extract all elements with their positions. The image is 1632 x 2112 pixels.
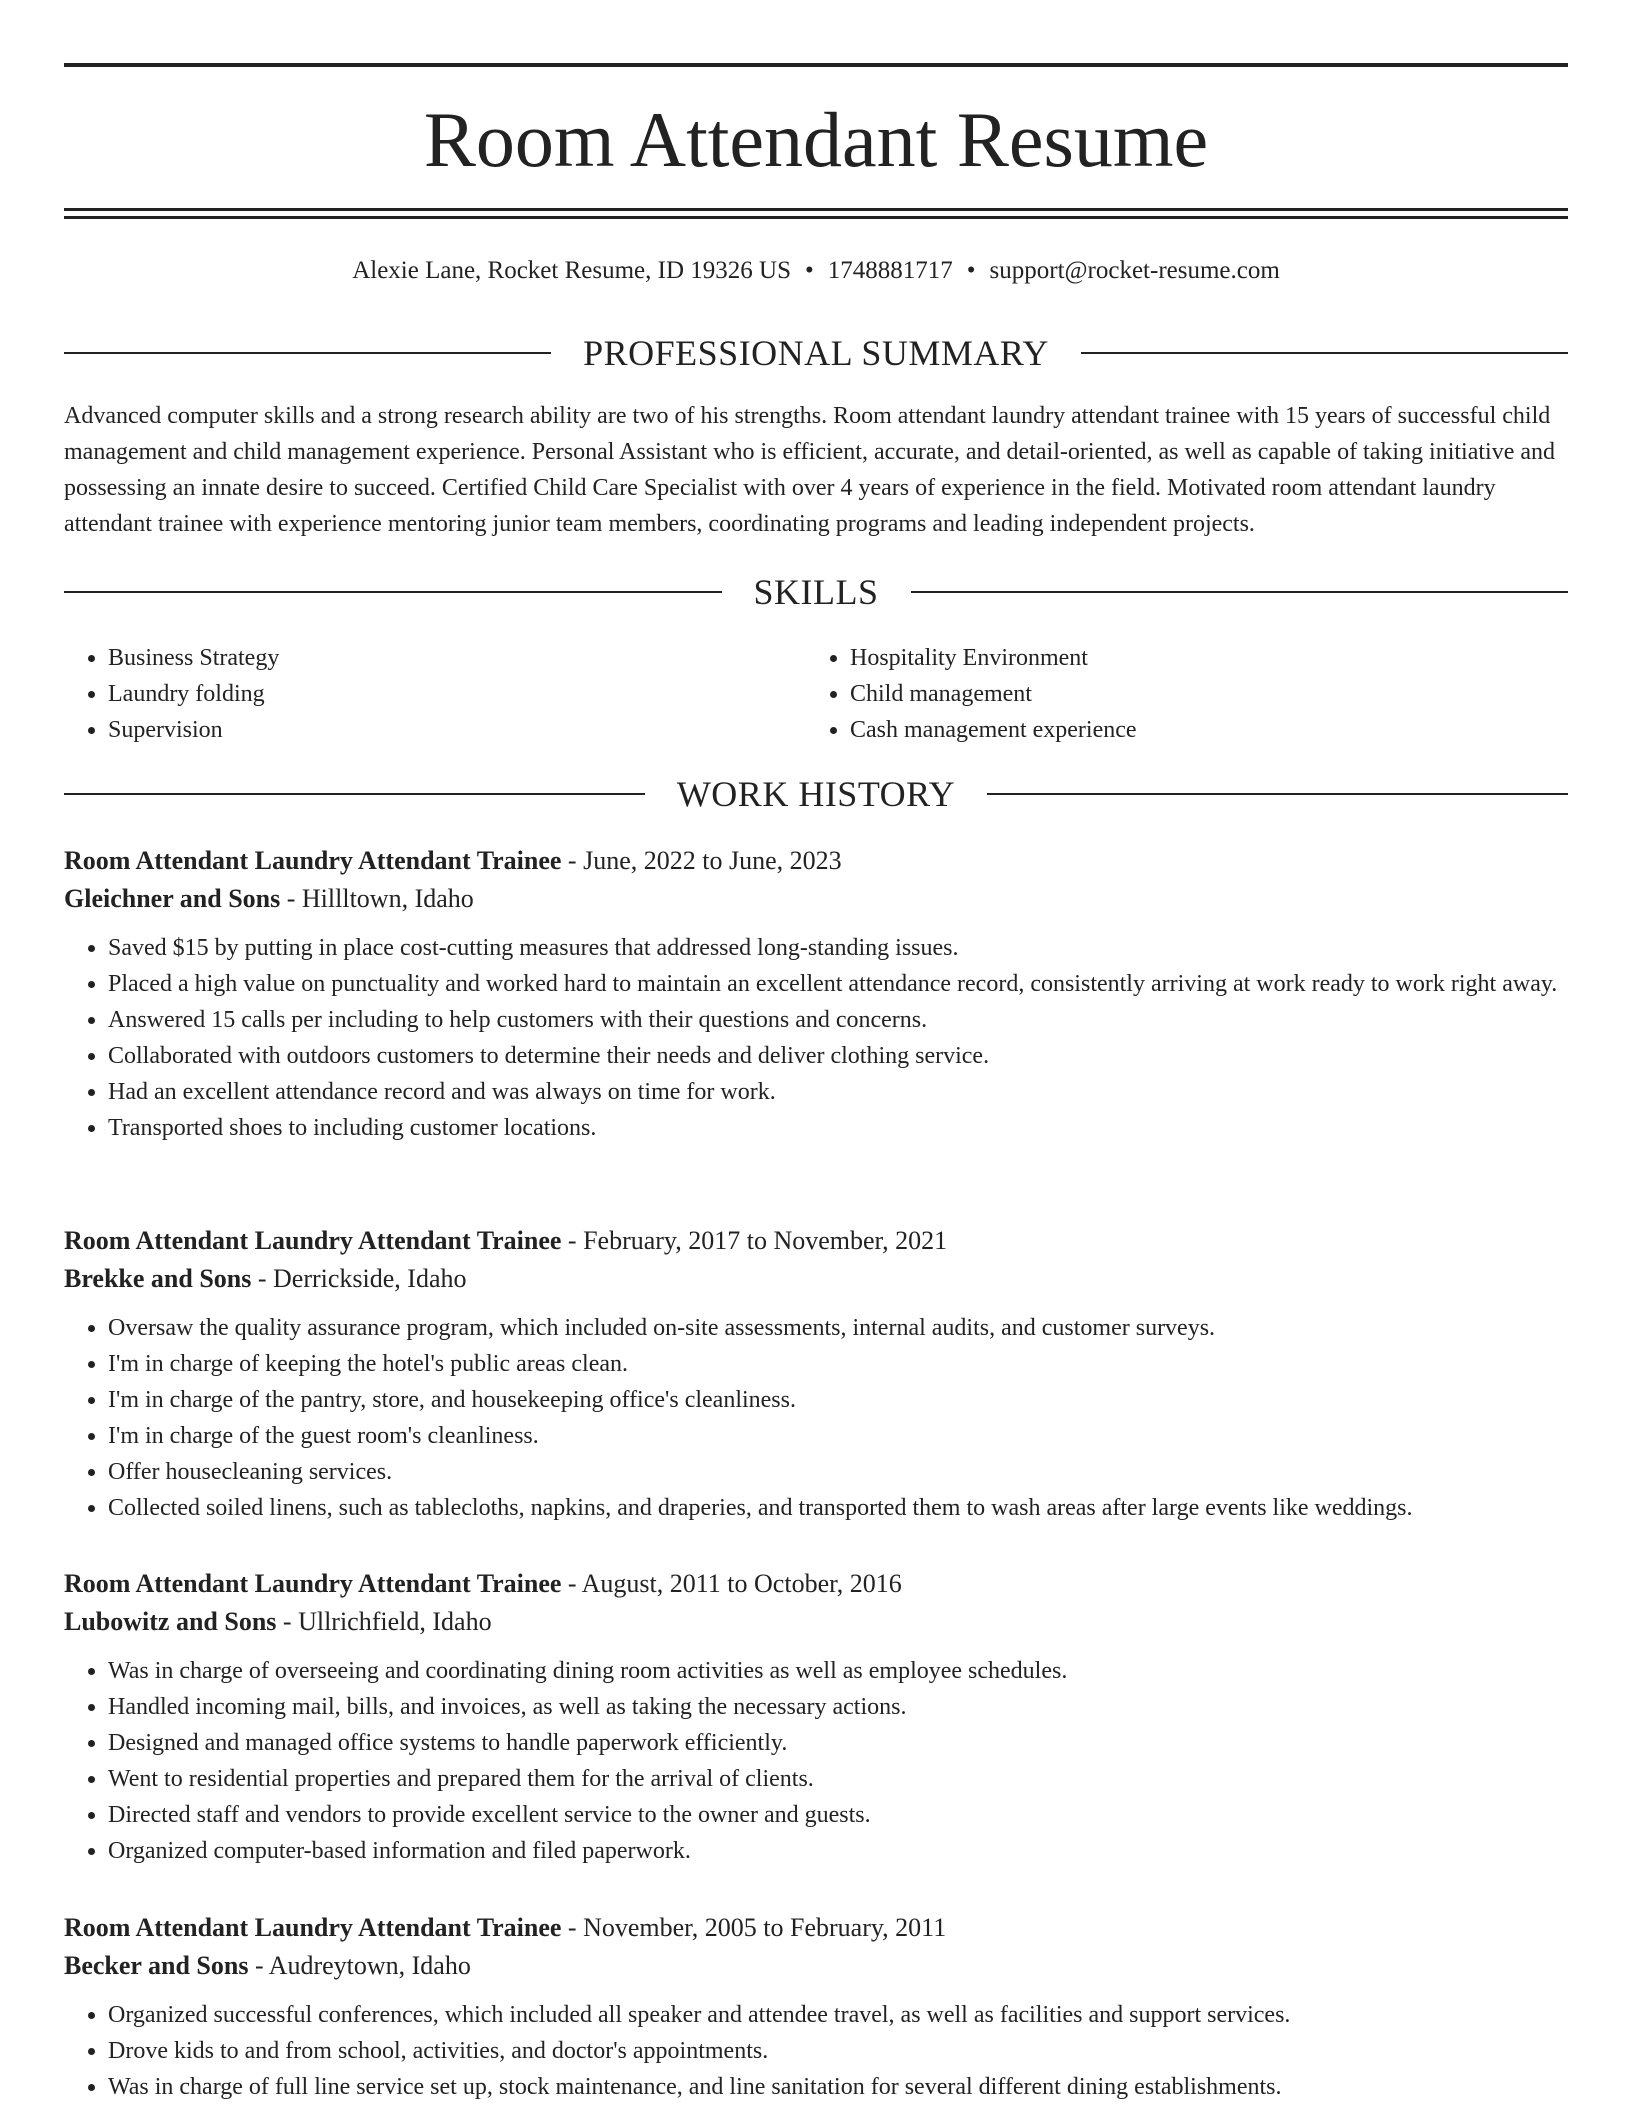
job-bullet: • I'm in charge of the pantry, store, and housekeeping office's cleanliness.: [108, 1382, 1568, 1418]
job-bullet: • Was in charge of overseeing and coordinating dining room activities as well as employee schedules.: [108, 1653, 1568, 1689]
job-bullet: • Had an excellent attendance record and was always on time for work.: [108, 1074, 1568, 1110]
skill-item: • Laundry folding: [108, 676, 806, 712]
job-location: - Audreytown, Idaho: [248, 1951, 471, 1980]
summary-heading: [64, 331, 1568, 375]
contact-separator: •: [966, 257, 976, 284]
job-bullets: [64, 930, 1568, 1146]
job-bullets: [64, 1310, 1568, 1526]
job-entry: [64, 1222, 1568, 1526]
job-bullets: [64, 1653, 1568, 1869]
job-title-line: [64, 1565, 1568, 1603]
summary-heading-label: PROFESSIONAL SUMMARY: [583, 333, 1049, 373]
job-company-line: [64, 880, 1568, 918]
job-bullet: • Offer housecleaning services.: [108, 1454, 1568, 1490]
job-bullet: • Directed staff and vendors to provide excellent service to the owner and guests.: [108, 1797, 1568, 1833]
job-bullet: • I'm in charge of the guest room's cleanliness.: [108, 1418, 1568, 1454]
job-title: Room Attendant Laundry Attendant Trainee: [64, 1569, 562, 1598]
skill-item: • Child management: [850, 676, 1548, 712]
skills-heading-label: SKILLS: [753, 572, 879, 612]
job-entry: [64, 1565, 1568, 1869]
summary-text: Advanced computer skills and a strong research ability are two of his strengths. Room attendant laundry attendant trainee with 15 years of successful child management and child management experience. Personal Assistant who is efficient, accurate, and detail-oriented, as well as capable of taking initiative and possessing an innate desire to succeed. Certified Child Care Specialist with over 4 years of experience in the field. Motivated room attendant laundry attendant trainee with experience mentoring junior team members, coordinating programs and leading independent projects.: [64, 403, 1556, 537]
job-bullet: • Saved $15 by putting in place cost-cutting measures that addressed long-standing issues.: [108, 930, 1568, 966]
title-rule-lower: [64, 216, 1568, 219]
heading-rule-right: [1081, 352, 1568, 354]
heading-rule-left: [64, 793, 645, 795]
contact-line: [64, 254, 1568, 288]
job-entry: [64, 842, 1568, 1146]
job-dates: - November, 2005 to February, 2011: [561, 1913, 947, 1942]
skill-item: • Cash management experience: [850, 712, 1548, 748]
top-rule: [64, 63, 1568, 67]
job-location: - Derrickside, Idaho: [251, 1264, 467, 1293]
job-company: Lubowitz and Sons: [64, 1607, 277, 1636]
skill-item: • Supervision: [108, 712, 806, 748]
job-bullet: • Went to residential properties and prepared them for the arrival of clients.: [108, 1761, 1568, 1797]
job-bullet: • Transported shoes to including customer locations.: [108, 1110, 1568, 1146]
job-bullet: • Placed a high value on punctuality and worked hard to maintain an excellent attendance record, consistently arriving at work ready to work right away.: [108, 966, 1568, 1002]
job-title-line: [64, 1222, 1568, 1260]
job-bullet: • Organized successful conferences, which included all speaker and attendee travel, as well as facilities and support services.: [108, 1997, 1568, 2033]
title-rule-upper: [64, 208, 1568, 211]
job-bullet: • Designed and managed office systems to handle paperwork efficiently.: [108, 1725, 1568, 1761]
job-dates: - June, 2022 to June, 2023: [561, 846, 842, 875]
job-bullet: • Organized computer-based information and filed paperwork.: [108, 1833, 1568, 1869]
contact-email: support@rocket-resume.com: [989, 257, 1280, 284]
job-bullet: • Handled incoming mail, bills, and invoices, as well as taking the necessary actions.: [108, 1689, 1568, 1725]
work-history-heading: [64, 772, 1568, 816]
skills-list: [64, 640, 1568, 748]
resume-title: Room Attendant Resume: [423, 96, 1209, 183]
skill-item: • Hospitality Environment: [850, 640, 1548, 676]
job-title-line: [64, 1909, 1568, 1947]
job-bullet: • Answered 15 calls per including to help customers with their questions and concerns.: [108, 1002, 1568, 1038]
job-bullet: • Drove kids to and from school, activities, and doctor's appointments.: [108, 2033, 1568, 2069]
job-company-line: [64, 1603, 1568, 1641]
job-company: Brekke and Sons: [64, 1264, 252, 1293]
heading-rule-right: [911, 591, 1569, 593]
job-location: - Hillltown, Idaho: [280, 884, 474, 913]
job-company-line: [64, 1260, 1568, 1298]
job-bullet: • Collected soiled linens, such as tablecloths, napkins, and draperies, and transported them to wash areas after large events like weddings.: [108, 1490, 1568, 1526]
skills-heading: [64, 570, 1568, 614]
job-title: Room Attendant Laundry Attendant Trainee: [64, 1913, 562, 1942]
heading-rule-left: [64, 591, 722, 593]
job-bullet: • Oversaw the quality assurance program, which included on-site assessments, internal audits, and customer surveys.: [108, 1310, 1568, 1346]
heading-rule-left: [64, 352, 551, 354]
job-bullet: • Collaborated with outdoors customers to determine their needs and deliver clothing service.: [108, 1038, 1568, 1074]
job-dates: - February, 2017 to November, 2021: [561, 1226, 948, 1255]
skill-item: • Business Strategy: [108, 640, 806, 676]
job-bullet: • I'm in charge of keeping the hotel's public areas clean.: [108, 1346, 1568, 1382]
contact-address: Alexie Lane, Rocket Resume, ID 19326 US: [352, 257, 791, 284]
job-title: Room Attendant Laundry Attendant Trainee: [64, 846, 562, 875]
job-dates: - August, 2011 to October, 2016: [561, 1569, 902, 1598]
job-company: Becker and Sons: [64, 1951, 249, 1980]
contact-phone: 1748881717: [827, 257, 953, 284]
job-bullets: [64, 1997, 1568, 2105]
work-history-heading-label: WORK HISTORY: [676, 774, 956, 814]
skills-column-left: [64, 640, 806, 748]
contact-separator: •: [804, 257, 814, 284]
job-bullet: • Was in charge of full line service set up, stock maintenance, and line sanitation for several different dining establishments.: [108, 2069, 1568, 2105]
job-location: - Ullrichfield, Idaho: [276, 1607, 492, 1636]
job-company-line: [64, 1947, 1568, 1985]
job-entry: [64, 1909, 1568, 2105]
job-company: Gleichner and Sons: [64, 884, 281, 913]
job-title-line: [64, 842, 1568, 880]
heading-rule-right: [987, 793, 1568, 795]
job-title: Room Attendant Laundry Attendant Trainee: [64, 1226, 562, 1255]
skills-column-right: [806, 640, 1548, 748]
